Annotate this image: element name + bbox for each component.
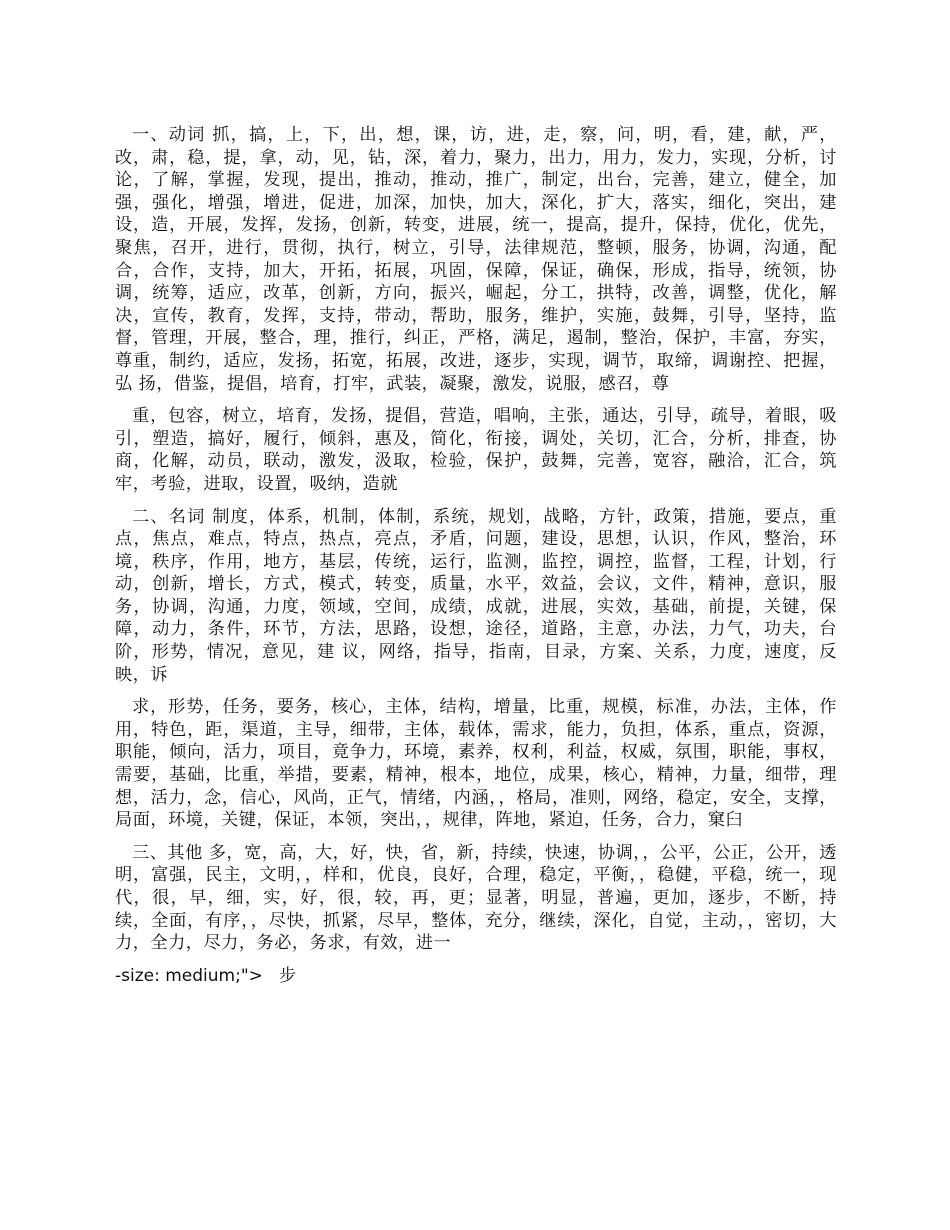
- paragraph-others: 三、其他 多，宽，高，大，好，快，省，新，持续，快速，协调，，公平，公正，公开，透明，富强，民主，文明，，样和，优良，良好，合理，稳定，平衡，，稳健，平稳，统一，现代，很，早，细，实，好，很，较，再，更；显著，明显，普遍，更加，逐步，不断，持续，全面，有序，，尽快，抓紧，尽早，整体，充分，继续，深化，自觉，主动，，密切，大力，全力，尽力，务必，务求，有效，进一: [115, 842, 837, 954]
- document-body: [115, 124, 837, 987]
- paragraph-nouns-continued: 求，形势，任务，要务，核心，主体，结构，增量，比重，规模，标准，办法，主体，作用，特色，距，渠道，主导，细带，主体，载体，需求，能力，负担，体系，重点，资源，职能，倾向，活力，项目，竟争力，环境，素养，权利，利益，权威，氛围，职能，事权，需要，基础，比重，举措，要素，精神，根本，地位，成果，核心，精神，力量，细带，理想，活力，念，信心，风尚，正气，情绪，内涵，，格局，准则，网络，稳定，安全，支撑，局面，环境，关键，保证，本领，突出，，规律，阵地，紧迫，任务，合力，窠臼: [115, 697, 837, 831]
- stray-markup-text: -size: medium;"> 步: [115, 965, 297, 986]
- paragraph-verbs: 一、动词 抓，搞，上，下，出，想，课，访，进，走，察，问，明，看，建，献，严，改，肃，稳，提，拿，动，见，钻，深，着力，聚力，出力，用力，发力，实现，分析，讨论，了解，掌握，发现，提出，推动，推动，推广，制定，出台，完善，建立，健全，加强，强化，增强，增进，促进，加深，加快，加大，深化，扩大，落实，细化，突出，建设，造，开展，发挥，发扬，创新，转变，进展，统一，提高，提升，保持，优化，优先，聚焦，召开，进行，贯彻，执行，树立，引导，法律规范，整顿，服务，协调，沟通，配合，合作，支持，加大，开拓，拓展，巩固，保障，保证，确保，形成，指导，统领，协调，统筹，适应，改革，创新，方向，振兴，崛起，分工，拱特，改善，调整，优化，解决，宣传，教育，发挥，支持，带动，帮助，服务，维护，实施，鼓舞，引导，坚持，监督，管理，开展，整合，理，推行，纠正，严格，满足，遏制，整治，保护，丰富，夯实，尊重，制约，适应，发扬，拓宽，拓展，改进，逐步，实现，调节，取缔，调谢控、把握，弘 扬，借鉴，提倡，培育，打牢，武装，凝聚，激发，说服，感召，尊: [115, 125, 837, 394]
- paragraph-nouns: 二、名词 制度，体系，机制，体制，系统，规划，战略，方针，政策，措施，要点，重点，焦点，难点，特点，热点，亮点，矛盾，问题，建设，思想，认识，作风，整治，环境，秩序，作用，地方，基层，传统，运行，监测，监控，调控，监督，工程，计划，行动，创新，增长，方式，模式，转变，质量，水平，效益，会议，文件，精神，意识，服务，协调，沟通，力度，领域，空间，成绩，成就，进展，实效，基础，前提，关键，保障，动力，条件，环节，方法，思路，设想，途径，道路，主意，办法，力气，功夫，台阶，形势，情况，意见，建 议，网络，指导，指南，目录，方案、关系，力度，速度，反映，诉: [115, 506, 837, 685]
- paragraph-verbs-continued: 重，包容，树立，培育，发扬，提倡，营造，唱响，主张，通达，引导，疏导，着眼，吸引，塑造，搞好，履行，倾斜，惠及，简化，衔接，调处，关切，汇合，分析，排查，协商，化解，动员，联动，激发，汲取，检验，保护，鼓舞，完善，宽容，融洽，汇合，筑牢，考验，进取，设置，吸纳，造就: [115, 406, 837, 494]
